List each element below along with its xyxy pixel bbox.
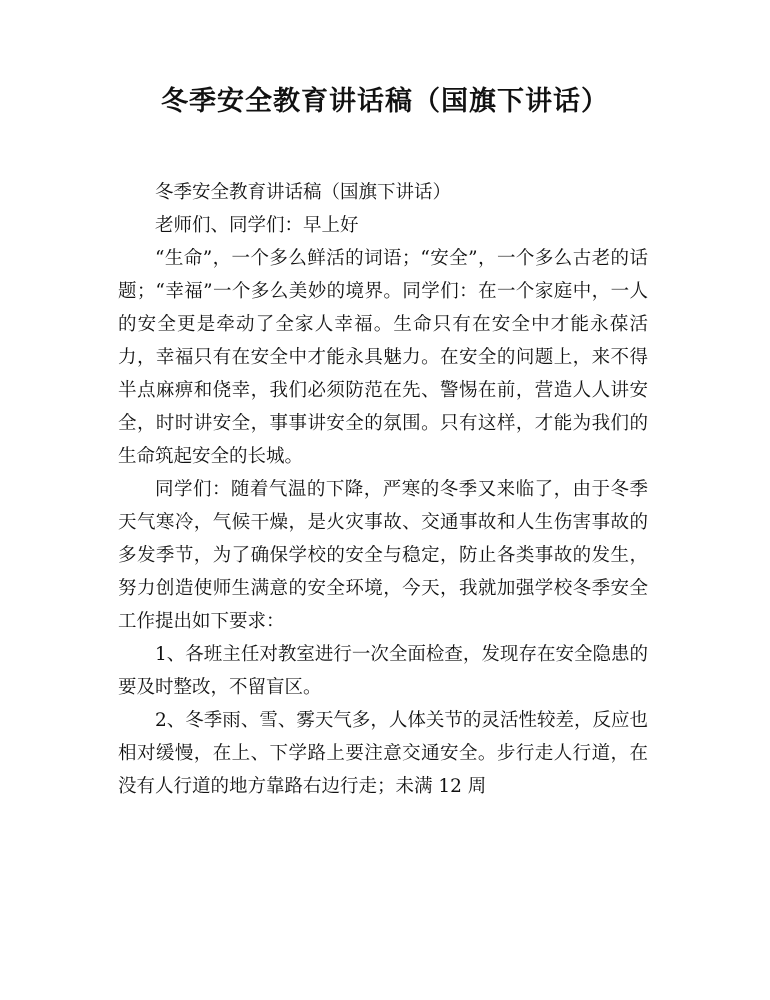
document-body <box>118 176 648 803</box>
paragraph-item-2: 2、冬季雨、雪、雾天气多，人体关节的灵活性较差，反应也相对缓慢，在上、下学路上要注意交通安全。步行走人行道，在没有人行道的地方靠路右边行走；未满 12 周 <box>118 710 648 797</box>
paragraph-subtitle: 冬季安全教育讲话稿（国旗下讲话） <box>155 182 452 203</box>
paragraph-greeting: 老师们、同学们：早上好 <box>155 215 359 236</box>
paragraph-item-1: 1、各班主任对教室进行一次全面检查，发现存在安全隐患的要及时整改，不留盲区。 <box>118 644 648 698</box>
paragraph-intro: “生命”，一个多么鲜活的词语；“安全”，一个多么古老的话题；“幸福”一个多么美妙的境界。同学们：在一个家庭中，一人的安全更是牵动了全家人幸福。生命只有在安全中才能永葆活力，幸福只有在安全中才能永具魅力。在安全的问题上，来不得半点麻痹和侥幸，我们必须防范在先、警惕在前，营造人人讲安全，时时讲安全，事事讲安全的氛围。只有这样，才能为我们的生命筑起安全的长城。 <box>118 248 648 467</box>
document-title: 冬季安全教育讲话稿（国旗下讲话） <box>161 86 609 117</box>
paragraph-season: 同学们：随着气温的下降，严寒的冬季又来临了，由于冬季天气寒冷，气候干燥，是火灾事故、交通事故和人生伤害事故的多发季节，为了确保学校的安全与稳定，防止各类事故的发生，努力创造使师生满意的安全环境，今天，我就加强学校冬季安全工作提出如下要求： <box>118 479 648 632</box>
